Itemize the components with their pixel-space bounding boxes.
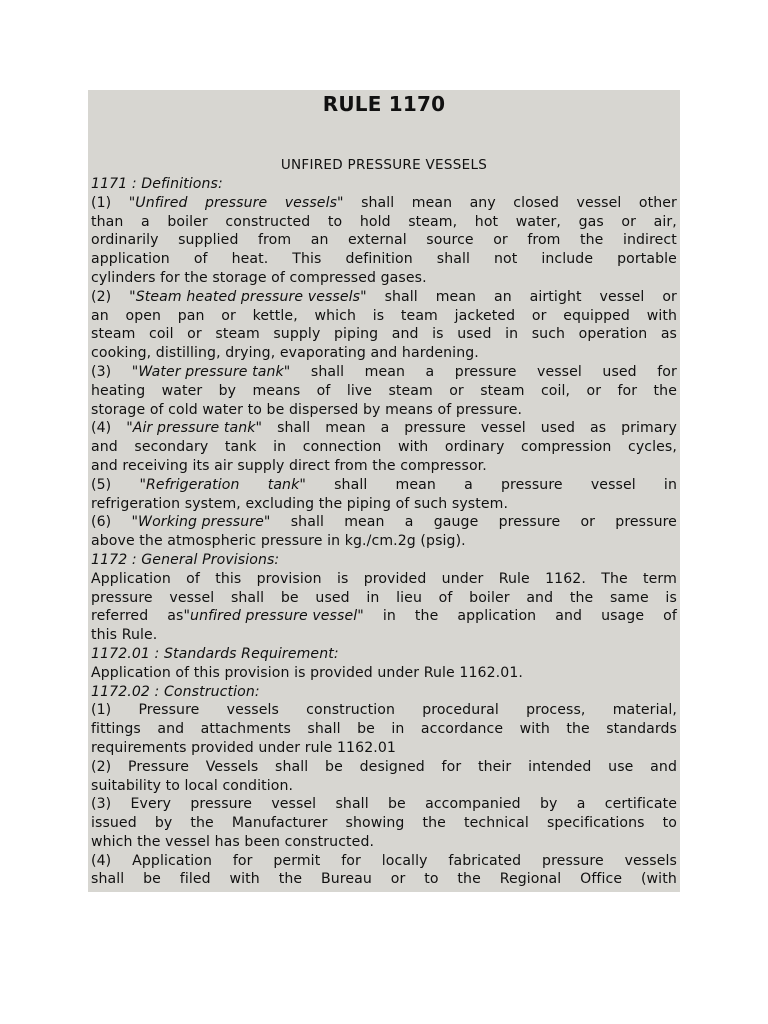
text-run: shall: [361, 194, 395, 211]
text-run: issued: [91, 815, 137, 832]
text-line: [91, 382, 677, 401]
text-line: [91, 401, 677, 420]
text-line: [91, 532, 677, 551]
text-run: air,: [653, 213, 677, 230]
text-run: the: [457, 871, 481, 888]
text-run: or: [390, 871, 406, 888]
text-run: provided: [363, 570, 427, 587]
text-run: shall: [310, 363, 345, 380]
text-run: coil,: [540, 382, 571, 399]
text-run: attachments: [200, 721, 291, 738]
text-run: construction: [306, 702, 395, 719]
text-run: open: [125, 307, 162, 324]
text-run: (6): [91, 514, 112, 531]
text-run: steam: [91, 326, 136, 343]
text-run: equipped: [563, 307, 630, 324]
text-run: cycles,: [627, 439, 677, 456]
text-run: pressure: [498, 514, 561, 531]
text-run: an: [493, 288, 512, 305]
text-run: application: [91, 251, 170, 268]
text-run: hold: [359, 213, 391, 230]
text-run: mean: [325, 420, 366, 437]
text-run: with: [397, 439, 429, 456]
text-run: and: [555, 608, 583, 625]
text-run: to: [424, 871, 439, 888]
text-run: filed: [179, 871, 211, 888]
text-run: vessel: [271, 796, 317, 813]
text-run: not: [494, 251, 518, 268]
italic-text: vessels": [284, 194, 344, 211]
text-run: mean: [344, 514, 385, 531]
text-line: [91, 194, 677, 213]
text-run: with: [229, 871, 260, 888]
text-run: or: [662, 288, 677, 305]
text-run: mean: [411, 194, 453, 211]
text-run: pressure: [542, 852, 604, 869]
text-run: process,: [526, 702, 586, 719]
text-run: this Rule.: [91, 627, 158, 644]
text-run: or: [449, 382, 464, 399]
text-run: intended: [528, 758, 592, 775]
text-run: used: [602, 363, 637, 380]
text-run: technical: [463, 815, 529, 832]
text-line: [91, 870, 677, 889]
text-run: tank: [224, 439, 257, 456]
text-run: a: [464, 476, 473, 493]
italic-text: tank": [267, 476, 306, 493]
text-run: definition: [345, 251, 413, 268]
text-run: boiler: [167, 213, 208, 230]
text-run: usage: [601, 608, 645, 625]
italic-text: "Steam heated pressure vessels": [129, 288, 367, 305]
text-run: This: [292, 251, 322, 268]
text-run: with: [519, 721, 550, 738]
text-run: procedural: [422, 702, 499, 719]
text-run: storage of cold water to be dispersed by means of pressure.: [91, 401, 523, 418]
text-run: for: [657, 363, 677, 380]
text-run: Manufacturer: [231, 815, 328, 832]
text-run: be: [280, 589, 299, 606]
text-run: Bureau: [320, 871, 372, 888]
text-run: vessel: [537, 363, 582, 380]
text-run: piping: [333, 326, 379, 343]
text-line: [91, 833, 677, 852]
text-run: supplied: [178, 232, 239, 249]
text-run: shall: [307, 721, 341, 738]
text-run: than: [91, 213, 124, 230]
page-title: RULE 1170: [322, 92, 446, 116]
text-run: shall: [275, 758, 309, 775]
italic-text: 1171 : Definitions:: [91, 176, 223, 192]
text-run: in: [663, 476, 677, 493]
text-line: [91, 344, 677, 363]
text-run: pressure: [404, 420, 466, 437]
text-line: [91, 551, 677, 570]
text-run: Pressure: [128, 758, 189, 775]
text-line: [91, 363, 677, 382]
italic-text: 1172.01 : Standards Requirement:: [91, 645, 339, 662]
text-run: fittings: [91, 721, 141, 738]
text-run: permit: [273, 852, 321, 869]
text-run: accordance: [420, 721, 504, 738]
text-run: this: [215, 570, 242, 587]
text-line: [91, 307, 677, 326]
text-run: requirements provided under rule 1162.01: [91, 739, 396, 756]
text-run: pressure: [454, 363, 517, 380]
text-run: for: [441, 758, 462, 775]
text-run: mean: [364, 363, 406, 380]
text-run: used: [540, 420, 576, 437]
text-run: and: [650, 758, 677, 775]
text-run: and: [91, 439, 118, 456]
text-run: shall: [384, 288, 418, 305]
text-line: [91, 739, 677, 758]
text-run: a: [425, 363, 435, 380]
text-run: provision: [256, 570, 322, 587]
text-run: refrigeration system, excluding the piping of such system.: [91, 495, 509, 512]
text-run: Regional: [499, 871, 562, 888]
text-run: connection: [302, 439, 382, 456]
text-run: kettle,: [252, 307, 298, 324]
text-run: lieu: [396, 589, 422, 606]
text-run: the: [414, 608, 439, 625]
text-run: an: [91, 307, 109, 324]
text-run: an: [310, 232, 329, 249]
text-line: [91, 814, 677, 833]
text-run: such: [531, 326, 566, 343]
text-run: or: [580, 514, 596, 531]
text-line: [91, 419, 677, 438]
text-run: jacketed: [454, 307, 516, 324]
text-run: the: [569, 589, 594, 606]
text-run: is: [665, 589, 677, 606]
text-line: [91, 213, 677, 232]
text-run: airtight: [529, 288, 582, 305]
text-run: with: [646, 307, 677, 324]
text-run: vessel: [599, 288, 645, 305]
text-run: or: [221, 307, 236, 324]
text-run: steam: [480, 382, 525, 399]
text-run: indirect: [622, 232, 677, 249]
text-run: (4): [91, 420, 112, 437]
text-run: for: [341, 852, 361, 869]
text-run: above the atmospheric pressure in kg./cm.2g (psig).: [91, 533, 466, 550]
italic-text: "Unfired: [128, 194, 188, 211]
text-line: [91, 269, 677, 288]
text-line: [91, 664, 677, 683]
text-run: hot: [474, 213, 499, 230]
text-run: (1): [91, 194, 112, 211]
text-run: operation: [578, 326, 648, 343]
text-run: the: [190, 815, 214, 832]
text-run: by: [539, 796, 558, 813]
text-line: [91, 607, 677, 626]
text-run: the: [566, 721, 590, 738]
text-run: Rule: [498, 570, 530, 587]
text-run: coil: [148, 326, 174, 343]
text-run: heat.: [231, 251, 269, 268]
text-run: cylinders for the storage of compressed gases.: [91, 269, 427, 286]
text-run: gauge: [433, 514, 479, 531]
text-line: [91, 288, 677, 307]
text-line: [91, 795, 677, 814]
text-run: a: [141, 213, 150, 230]
text-run: include: [541, 251, 594, 268]
text-run: or: [493, 232, 508, 249]
text-run: heating: [91, 382, 146, 399]
document-body: [91, 175, 677, 889]
text-run: use: [608, 758, 634, 775]
text-line: [91, 325, 677, 344]
text-run: pressure: [501, 476, 563, 493]
text-run: and: [526, 589, 554, 606]
text-run: of: [186, 570, 200, 587]
text-run: Application: [91, 570, 171, 587]
text-run: the: [278, 871, 303, 888]
text-run: shall: [290, 514, 324, 531]
text-run: locally: [381, 852, 428, 869]
text-run: is: [372, 307, 385, 324]
italic-text: "Air pressure tank": [126, 420, 263, 437]
text-run: steam,: [408, 213, 458, 230]
text-run: which: [314, 307, 357, 324]
text-run: by: [218, 382, 237, 399]
text-run: supply: [273, 326, 321, 343]
text-run: boiler: [469, 589, 510, 606]
text-run: pressure: [91, 589, 153, 606]
text-run: shall: [277, 420, 311, 437]
text-run: vessel: [169, 589, 215, 606]
text-run: material,: [612, 702, 677, 719]
text-line: [91, 495, 677, 514]
text-run: fabricated: [448, 852, 522, 869]
text-run: or: [621, 213, 637, 230]
text-run: gas: [578, 213, 604, 230]
text-run: Vessels: [205, 758, 259, 775]
text-run: (5): [91, 476, 112, 493]
text-run: The: [601, 570, 628, 587]
text-run: suitability to local condition.: [91, 777, 294, 794]
text-run: of: [193, 251, 208, 268]
text-run: in: [391, 721, 405, 738]
text-run: a: [380, 420, 390, 437]
italic-text: "Refrigeration: [139, 476, 240, 493]
text-run: means: [252, 382, 301, 399]
text-run: application: [457, 608, 537, 625]
italic-text: "Water pressure tank": [131, 363, 291, 380]
text-run: Pressure: [138, 702, 200, 719]
text-run: (with: [640, 871, 677, 888]
section-heading: UNFIRED PRESSURE VESSELS: [280, 157, 488, 173]
text-run: portable: [617, 251, 677, 268]
text-run: under: [441, 570, 484, 587]
text-run: shall: [91, 871, 125, 888]
text-line: [91, 570, 677, 589]
text-run: any: [469, 194, 496, 211]
text-run: their: [477, 758, 512, 775]
text-run: and receiving its air supply direct from the compressor.: [91, 457, 487, 474]
text-run: shall: [436, 251, 471, 268]
text-run: (1): [91, 702, 112, 719]
text-run: (3): [91, 363, 112, 380]
text-run: or: [187, 326, 202, 343]
text-run: in: [382, 608, 396, 625]
text-run: Application: [132, 852, 212, 869]
text-run: or: [586, 382, 602, 399]
text-run: be: [387, 796, 406, 813]
text-run: from: [258, 232, 292, 249]
text-run: shall: [334, 476, 368, 493]
text-line: [91, 758, 677, 777]
text-run: and: [391, 326, 419, 343]
text-run: mean: [435, 288, 477, 305]
text-run: is: [336, 570, 349, 587]
text-line: [91, 683, 677, 702]
text-run: as: [660, 326, 677, 343]
italic-text: 1172 : General Provisions:: [91, 551, 280, 568]
text-run: standards: [606, 721, 677, 738]
text-run: 1162.: [545, 570, 586, 587]
text-run: in: [366, 589, 380, 606]
text-run: specifications: [546, 815, 645, 832]
text-run: be: [325, 758, 343, 775]
text-run: in: [505, 326, 519, 343]
text-run: constructed: [225, 213, 311, 230]
text-run: compression: [520, 439, 612, 456]
text-line: [91, 777, 677, 796]
text-run: ordinary: [444, 439, 505, 456]
text-run: the: [422, 815, 446, 832]
text-run: the: [653, 382, 677, 399]
text-run: for: [617, 382, 638, 399]
text-run: live: [346, 382, 373, 399]
text-run: be: [143, 871, 161, 888]
italic-text: 1172.02 : Construction:: [91, 683, 260, 700]
text-run: pressure: [190, 796, 253, 813]
text-run: (3): [91, 796, 112, 813]
text-line: [91, 175, 677, 194]
text-run: and: [157, 721, 185, 738]
text-run: water: [161, 382, 203, 399]
text-run: used: [457, 326, 492, 343]
text-run: of: [438, 589, 453, 606]
text-run: same: [609, 589, 649, 606]
text-run: primary: [621, 420, 677, 437]
text-run: team: [400, 307, 438, 324]
text-run: (2): [91, 288, 112, 305]
text-run: for: [232, 852, 253, 869]
text-run: to: [327, 213, 343, 230]
text-run: (2): [91, 758, 112, 775]
text-run: is: [432, 326, 444, 343]
text-run: shall: [230, 589, 265, 606]
text-run: as: [589, 420, 607, 437]
text-run: vessel: [480, 420, 526, 437]
text-run: of: [663, 608, 677, 625]
text-run: be: [357, 721, 375, 738]
document-page: [88, 90, 680, 892]
text-run: from: [527, 232, 561, 249]
text-run: in: [273, 439, 287, 456]
text-run: mean: [395, 476, 436, 493]
text-run: vessels: [226, 702, 279, 719]
text-run: vessels: [624, 852, 677, 869]
text-line: [91, 513, 677, 532]
text-run: a: [576, 796, 586, 813]
text-run: external: [347, 232, 407, 249]
text-line: [91, 852, 677, 871]
text-run: which the vessel has been constructed.: [91, 833, 375, 850]
text-run: pressure: [615, 514, 677, 531]
italic-text: as"unfired pressure vessel": [167, 608, 364, 625]
italic-text: "Working pressure": [131, 514, 271, 531]
text-run: steam: [215, 326, 260, 343]
text-line: [91, 589, 677, 608]
text-run: cooking, distilling, drying, evaporating and hardening.: [91, 345, 479, 362]
text-run: of: [316, 382, 331, 399]
italic-text: pressure: [204, 194, 268, 211]
text-run: showing: [345, 815, 405, 832]
text-run: pan: [177, 307, 205, 324]
text-run: to: [662, 815, 677, 832]
text-run: the: [580, 232, 604, 249]
text-run: other: [638, 194, 677, 211]
text-run: a: [404, 514, 414, 531]
text-run: referred: [91, 608, 149, 625]
text-line: [91, 250, 677, 269]
text-line: [91, 626, 677, 645]
text-run: vessel: [590, 476, 636, 493]
text-run: shall: [335, 796, 369, 813]
text-line: [91, 720, 677, 739]
text-run: designed: [359, 758, 425, 775]
text-run: secondary: [134, 439, 209, 456]
text-run: term: [643, 570, 677, 587]
text-line: [91, 438, 677, 457]
text-run: Office: [580, 871, 623, 888]
text-line: [91, 457, 677, 476]
text-run: Application of this provision is provided under Rule 1162.01.: [91, 664, 523, 681]
text-run: accompanied: [425, 796, 521, 813]
text-run: by: [154, 815, 173, 832]
text-run: ordinarily: [91, 232, 159, 249]
text-line: [91, 701, 677, 720]
text-run: water,: [515, 213, 562, 230]
text-run: certificate: [604, 796, 677, 813]
text-line: [91, 645, 677, 664]
text-line: [91, 231, 677, 250]
text-run: vessel: [576, 194, 622, 211]
text-run: source: [426, 232, 474, 249]
text-run: or: [531, 307, 547, 324]
text-run: closed: [513, 194, 560, 211]
text-run: steam: [388, 382, 433, 399]
text-line: [91, 476, 677, 495]
text-run: used: [315, 589, 350, 606]
text-run: Every: [130, 796, 172, 813]
text-run: (4): [91, 852, 112, 869]
